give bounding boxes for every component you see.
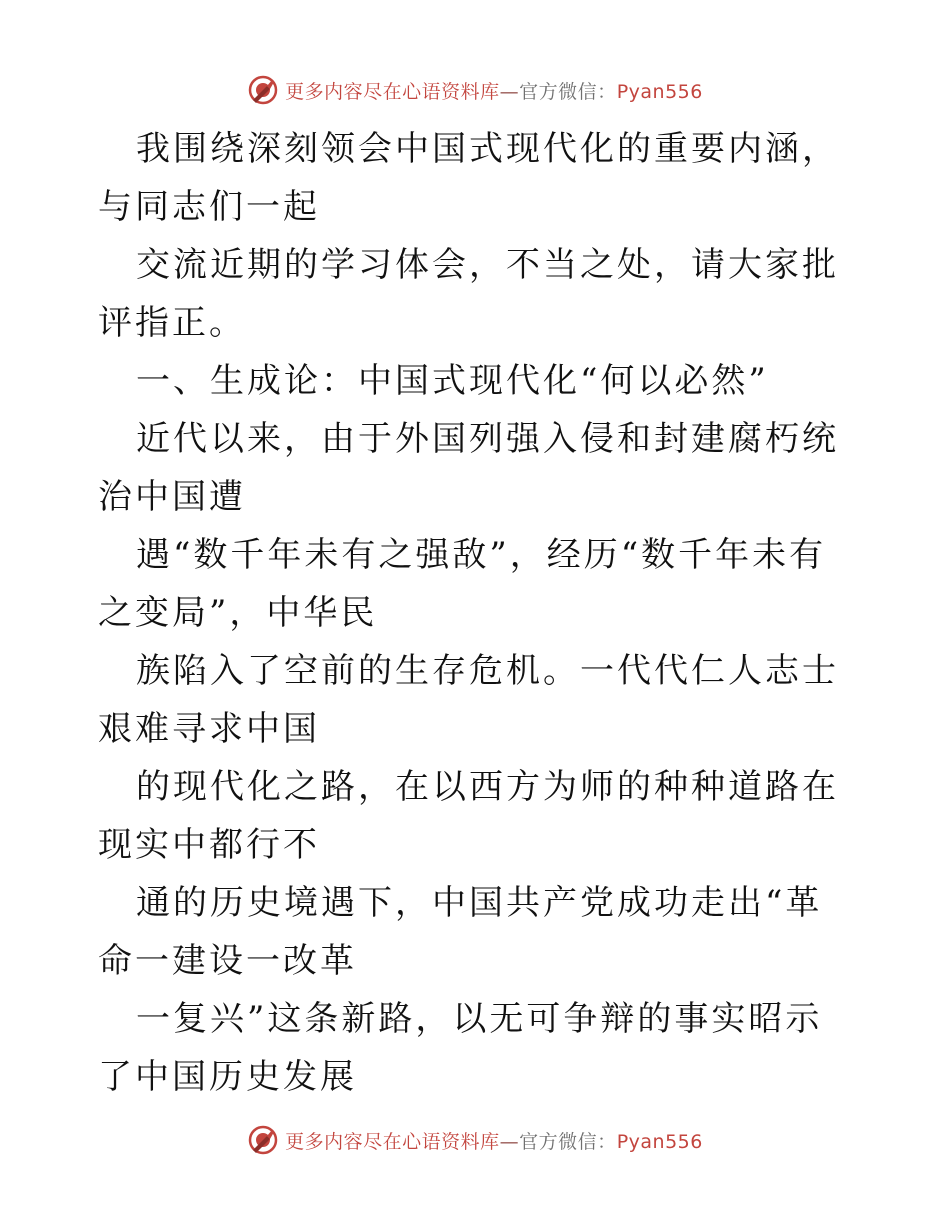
banner-wechat-label: 官方微信：: [519, 80, 617, 103]
banner-separator: —: [499, 80, 520, 103]
header-banner: [0, 70, 950, 110]
banner-wechat-id: Pyan556: [616, 1130, 703, 1153]
paragraph: 交流近期的学习体会，不当之处，请大家批评指正。: [98, 245, 839, 343]
footer-banner-text: [285, 1127, 703, 1154]
document-body: [98, 120, 858, 1106]
footer-banner: [0, 1120, 950, 1160]
banner-separator: —: [499, 1130, 520, 1153]
paragraph: 近代以来，由于外国列强入侵和封建腐朽统治中国遭: [98, 419, 839, 517]
banner-main-text: 更多内容尽在心语资料库: [285, 80, 500, 103]
paragraph: 族陷入了空前的生存危机。一代代仁人志士艰难寻求中国: [98, 651, 839, 749]
paragraph: 我围绕深刻领会中国式现代化的重要内涵，与同志们一起: [98, 129, 839, 227]
paragraph: 通的历史境遇下，中国共产党成功走出“革命一建设一改革: [98, 883, 823, 981]
banner-wechat-label: 官方微信：: [519, 1130, 617, 1153]
paragraph: 的现代化之路，在以西方为师的种种道路在现实中都行不: [98, 767, 839, 865]
banner-wechat-id: Pyan556: [616, 80, 703, 103]
header-banner-text: [285, 77, 703, 104]
paragraph: 一复兴”这条新路，以无可争辩的事实昭示了中国历史发展: [98, 999, 823, 1097]
pen-logo-icon: [247, 1124, 279, 1156]
section-heading: 一、生成论：中国式现代化“何以必然”: [136, 361, 769, 401]
pen-logo-icon: [247, 74, 279, 106]
banner-main-text: 更多内容尽在心语资料库: [285, 1130, 500, 1153]
paragraph: 遇“数千年未有之强敌”，经历“数千年未有之变局”，中华民: [98, 535, 827, 633]
